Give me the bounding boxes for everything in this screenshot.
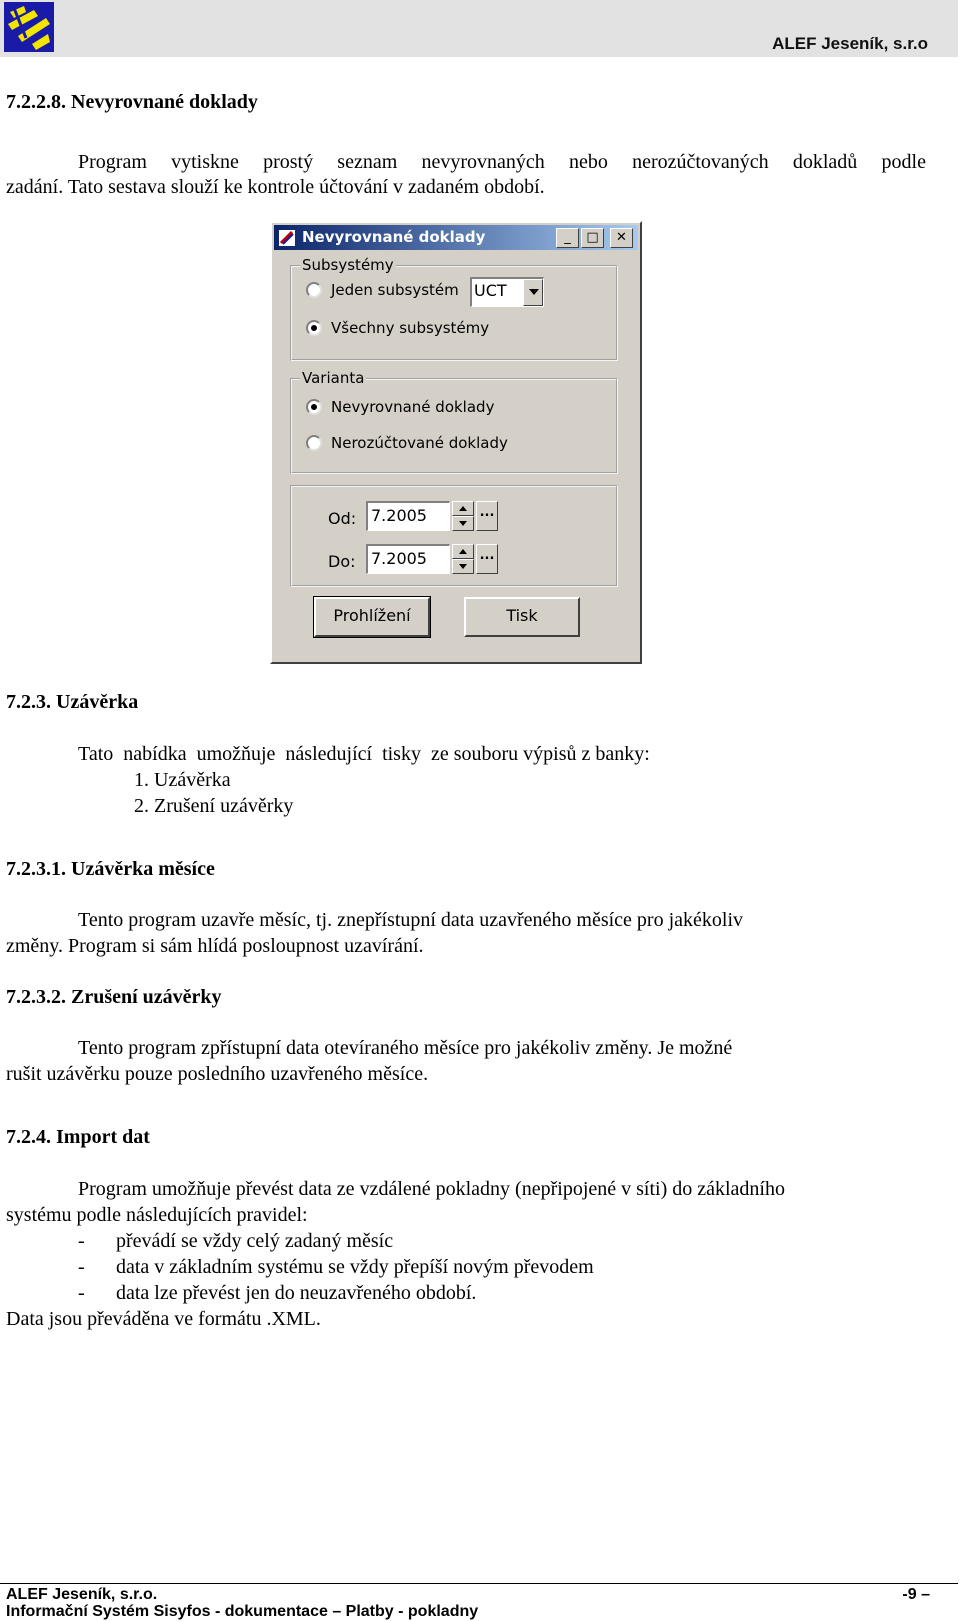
paragraph-line [78, 150, 926, 175]
radio-label: Jeden subsystém [331, 281, 459, 299]
print-button[interactable]: Tisk [464, 597, 580, 637]
section-heading: 7.2.3. Uzávěrka [6, 691, 139, 713]
dialog-titlebar[interactable] [274, 225, 638, 250]
chevron-down-icon [529, 289, 539, 295]
paragraph-line: rušit uzávěrku pouze posledního uzavřeného měsíce. [6, 1063, 429, 1085]
arrow-up-icon [459, 506, 467, 511]
radio-circle[interactable] [306, 282, 322, 298]
paragraph-line: Tato nabídka umožňuje následující tisky ze souboru výpisů z banky: [78, 743, 650, 765]
paragraph-line: systému podle následujících pravidel: [6, 1204, 308, 1226]
bullet-marker: - [78, 1282, 85, 1304]
spin-up-button[interactable] [452, 501, 474, 516]
from-date-input[interactable] [366, 501, 450, 531]
from-date-spinner[interactable] [452, 501, 474, 531]
radio-unbalanced-documents[interactable] [306, 398, 494, 416]
from-date-value: 7.2005 [371, 506, 427, 525]
group-label: Subsystémy [302, 256, 394, 274]
arrow-down-icon [459, 564, 467, 569]
radio-circle[interactable] [306, 399, 322, 415]
variant-group [290, 369, 618, 474]
subsystems-group [290, 256, 618, 361]
page-number: -9 – [902, 1586, 930, 1603]
combo-value: UCT [474, 281, 507, 300]
spin-down-button[interactable] [452, 516, 474, 531]
section-heading: 7.2.2.8. Nevyrovnané doklady [6, 91, 258, 113]
radio-circle[interactable] [306, 320, 322, 336]
header-company: ALEF Jeseník, s.r.o [772, 34, 928, 53]
to-date-value: 7.2005 [371, 549, 427, 568]
radio-single-subsystem[interactable] [306, 281, 459, 299]
radio-unsettled-documents[interactable] [306, 434, 508, 452]
spin-up-button[interactable] [452, 544, 474, 559]
paragraph-word: vytiskne [171, 151, 239, 173]
paragraph-word: Program [78, 151, 147, 173]
paragraph-line: Data jsou převáděna ve formátu .XML. [6, 1308, 321, 1330]
paragraph-line: Tento program zpřístupní data otevíraného měsíce pro jakékoliv změny. Je možné [78, 1037, 733, 1059]
from-label: Od: [328, 509, 357, 528]
list-item: 2. Zrušení uzávěrky [134, 795, 294, 817]
bullet-marker: - [78, 1256, 85, 1278]
arrow-down-icon [459, 521, 467, 526]
date-range-group [290, 485, 618, 587]
paragraph-word: nerozúčtovaných [632, 151, 769, 173]
spin-down-button[interactable] [452, 559, 474, 574]
footer-divider [0, 1583, 958, 1584]
paragraph-line: změny. Program si sám hlídá posloupnost uzavírání. [6, 935, 424, 957]
radio-label: Nerozúčtované doklady [331, 434, 508, 452]
paragraph-line: Program umožňuje převést data ze vzdálené pokladny (nepřipojené v síti) do základního [78, 1178, 785, 1200]
paragraph-line: zadání. Tato sestava slouží ke kontrole účtování v zadaném období. [6, 176, 545, 198]
from-date-picker-button[interactable]: ... [476, 501, 498, 531]
preview-button[interactable]: Prohlížení [314, 597, 430, 637]
arrow-up-icon [459, 549, 467, 554]
paragraph-word: prostý [263, 151, 314, 173]
to-date-picker-button[interactable]: ... [476, 544, 498, 574]
footer-doc-title: Informační Systém Sisyfos - dokumentace – Platby - pokladny [6, 1603, 479, 1620]
paragraph-word: seznam [337, 151, 398, 173]
page-header [0, 0, 958, 57]
paragraph-line: Tento program uzavře měsíc, tj. znepřístupní data uzavřeného měsíce pro jakékoliv [78, 909, 744, 931]
app-icon [278, 229, 296, 247]
bullet-marker: - [78, 1230, 85, 1252]
paragraph-word: nevyrovnaných [421, 151, 545, 173]
to-date-spinner[interactable] [452, 544, 474, 574]
to-label: Do: [328, 552, 356, 571]
paragraph-word: dokladů [792, 151, 858, 173]
close-button[interactable]: ✕ [610, 228, 633, 248]
list-item: data lze převést jen do neuzavřeného období. [116, 1282, 477, 1304]
sisyfos-logo-icon [4, 2, 54, 52]
to-date-input[interactable] [366, 544, 450, 574]
combo-dropdown-button[interactable] [523, 279, 543, 306]
paragraph-word: podle [881, 151, 926, 173]
group-label: Varianta [302, 369, 365, 387]
list-item: data v základním systému se vždy přepíší novým převodem [116, 1256, 594, 1278]
section-heading: 7.2.3.1. Uzávěrka měsíce [6, 858, 215, 880]
footer-company: ALEF Jeseník, s.r.o. [6, 1586, 158, 1603]
radio-label: Všechny subsystémy [331, 319, 490, 337]
dialog-window [270, 221, 642, 664]
section-heading: 7.2.3.2. Zrušení uzávěrky [6, 986, 222, 1008]
list-item: převádí se vždy celý zadaný měsíc [116, 1230, 394, 1252]
minimize-button[interactable]: _ [556, 228, 579, 248]
list-item: 1. Uzávěrka [134, 769, 231, 791]
subsystem-combo[interactable] [470, 277, 544, 307]
section-heading: 7.2.4. Import dat [6, 1126, 150, 1148]
maximize-button[interactable]: □ [581, 228, 604, 248]
radio-all-subsystems[interactable] [306, 319, 489, 337]
dialog-title: Nevyrovnané doklady [302, 228, 486, 246]
paragraph-word: nebo [568, 151, 608, 173]
radio-label: Nevyrovnané doklady [331, 398, 495, 416]
radio-circle[interactable] [306, 435, 322, 451]
